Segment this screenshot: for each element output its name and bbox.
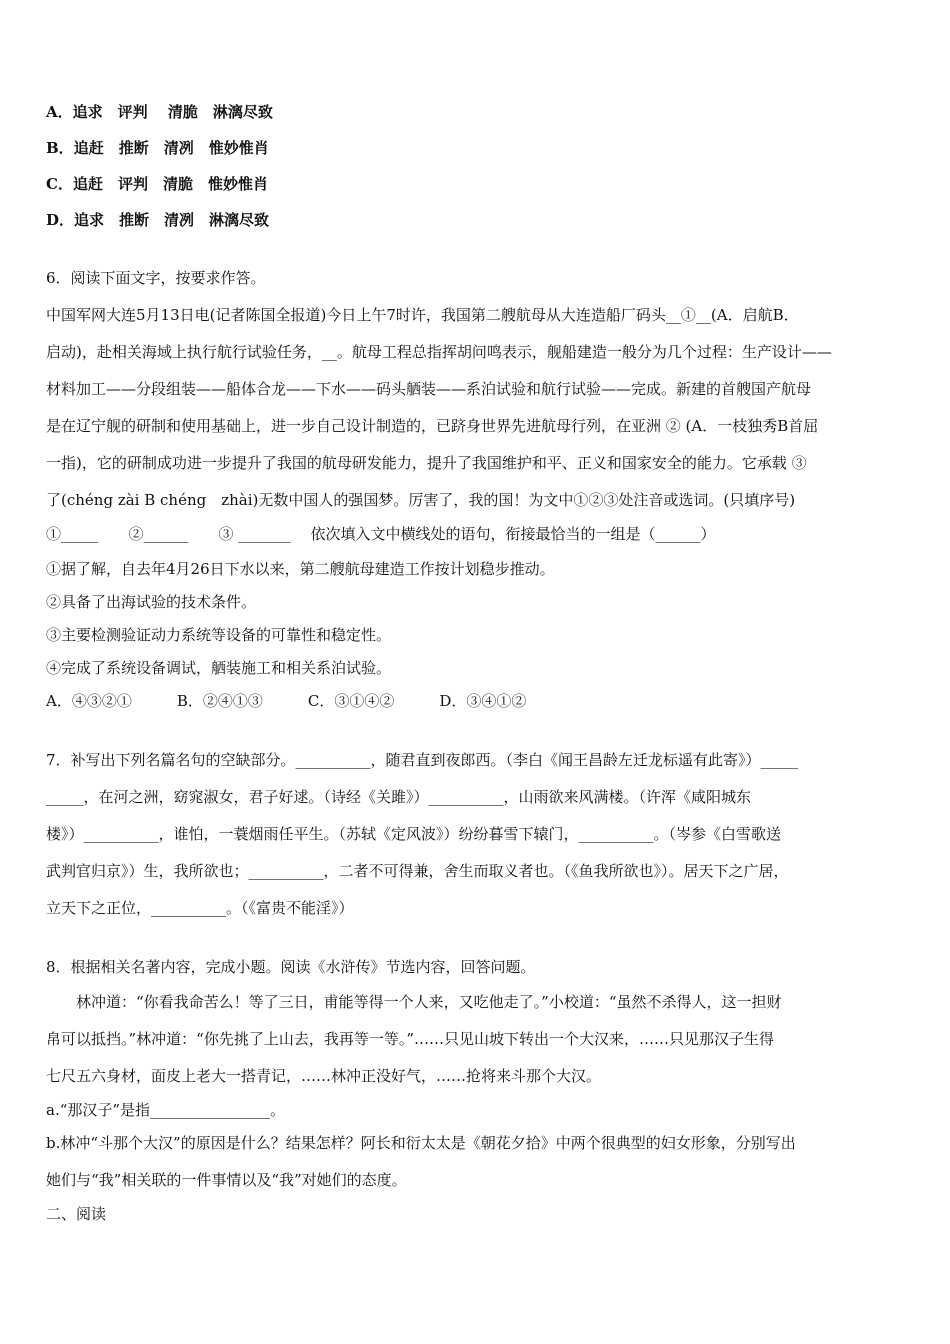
q6-sentence-3: ③主要检测验证动力系统等设备的可靠性和稳定性。	[46, 626, 392, 644]
q6-line-4: 是在辽宁舰的研制和使用基础上，进一步自己设计制造的，已跻身世界先进航母行列，在亚洲 ② (A．一枝独秀B首屈	[46, 417, 819, 435]
q6-line-1: 中国军网大连5月13日电(记者陈国全报道)今日上午7时许，我国第二艘航母从大连造船厂码头__①__(A．启航B．	[46, 306, 799, 324]
option-c: C．追赶 评判 清脆 惟妙惟肖	[46, 175, 268, 193]
q6-sentence-4: ④完成了系统设备调试，舾装施工和相关系泊试验。	[46, 659, 392, 677]
q6-line-6: 了(chéng zài B chéng zhài)无数中国人的强国梦。厉害了，我的国！为文中①②③处注音或选词。(只填序号)	[46, 491, 796, 509]
q8-question-a: a.“那汉子”是指________________。	[46, 1101, 286, 1119]
q6-line-2: 启动)，赴相关海域上执行航行试验任务，__。航母工程总指挥胡问鸣表示，舰船建造一般分为几个过程：生产设计——	[46, 343, 832, 361]
option-a: A．追求 评判 清脆 淋漓尽致	[46, 103, 273, 121]
q8-title: 8．根据相关名著内容，完成小题。阅读《水浒传》节选内容，回答问题。	[46, 958, 536, 976]
q6-title: 6．阅读下面文字，按要求作答。	[46, 269, 266, 287]
q7-line-5: 立天下之正位，__________。（《富贵不能淫》）	[46, 899, 354, 917]
q7-line-4: 武判官归京》）生，我所欲也；__________，二者不可得兼，舍生而取义者也。（《鱼我所欲也》）。居天下之广居，	[46, 862, 789, 880]
q6-sentence-2: ②具备了出海试验的技术条件。	[46, 593, 257, 611]
q7-line-3: 楼》）__________，谁怕，一蓑烟雨任平生。（苏轼《定风波》）纷纷暮雪下辕门，__________。（岑参《白雪歌送	[46, 825, 782, 843]
q6-line-7: ①_____ ②______ ③ _______ 依次填入文中横线处的语句，衔接最恰当的一组是（______）	[46, 525, 716, 543]
q7-line-2: _____，在河之洲，窈窕淑女，君子好逑。（诗经《关雎》）__________，山雨欲来风满楼。（许浑《咸阳城东	[46, 788, 752, 806]
q6-line-5: 一指)，它的研制成功进一步提升了我国的航母研发能力，提升了我国维护和平、正义和国家安全的能力。它承载 ③	[46, 454, 807, 472]
q6-choices: A．④③②① B．②④①③ C．③①④② D．③④①②	[46, 692, 527, 710]
q6-line-3: 材料加工——分段组装——船体合龙——下水——码头舾装——系泊试验和航行试验——完成。新建的首艘国产航母	[46, 380, 812, 398]
q8-passage-3: 七尺五六身材，面皮上老大一搭青记，……林冲正没好气，……抢将来斗那个大汉。	[46, 1067, 602, 1085]
q6-sentence-1: ①据了解，自去年4月26日下水以来，第二艘航母建造工作按计划稳步推动。	[46, 560, 555, 578]
q8-question-b-1: b.林冲“斗那个大汉”的原因是什么？结果怎样？阿长和衍太太是《朝花夕拾》中两个很典型的妇女形象，分别写出	[46, 1134, 796, 1152]
option-b: B．追赶 推断 清冽 惟妙惟肖	[46, 139, 269, 157]
section-heading: 二、阅读	[46, 1205, 107, 1223]
option-d: D．追求 推断 清冽 淋漓尽致	[46, 211, 270, 229]
q8-question-b-2: 她们与“我”相关联的一件事情以及“我”对她们的态度。	[46, 1171, 407, 1189]
q7-line-1: 7．补写出下列名篇名句的空缺部分。__________，随君直到夜郎西。（李白《闻王昌龄左迁龙标遥有此寄》）_____	[46, 751, 799, 769]
q8-passage-2: 帛可以抵挡。”林冲道：“你先挑了上山去，我再等一等。”……只见山坡下转出一个大汉来，……只见那汉子生得	[46, 1030, 775, 1048]
q8-passage-1: 林冲道：“你看我命苦么！等了三日，甫能等得一个人来，又吃他走了。”小校道：“虽然不杀得人，这一担财	[46, 993, 782, 1011]
